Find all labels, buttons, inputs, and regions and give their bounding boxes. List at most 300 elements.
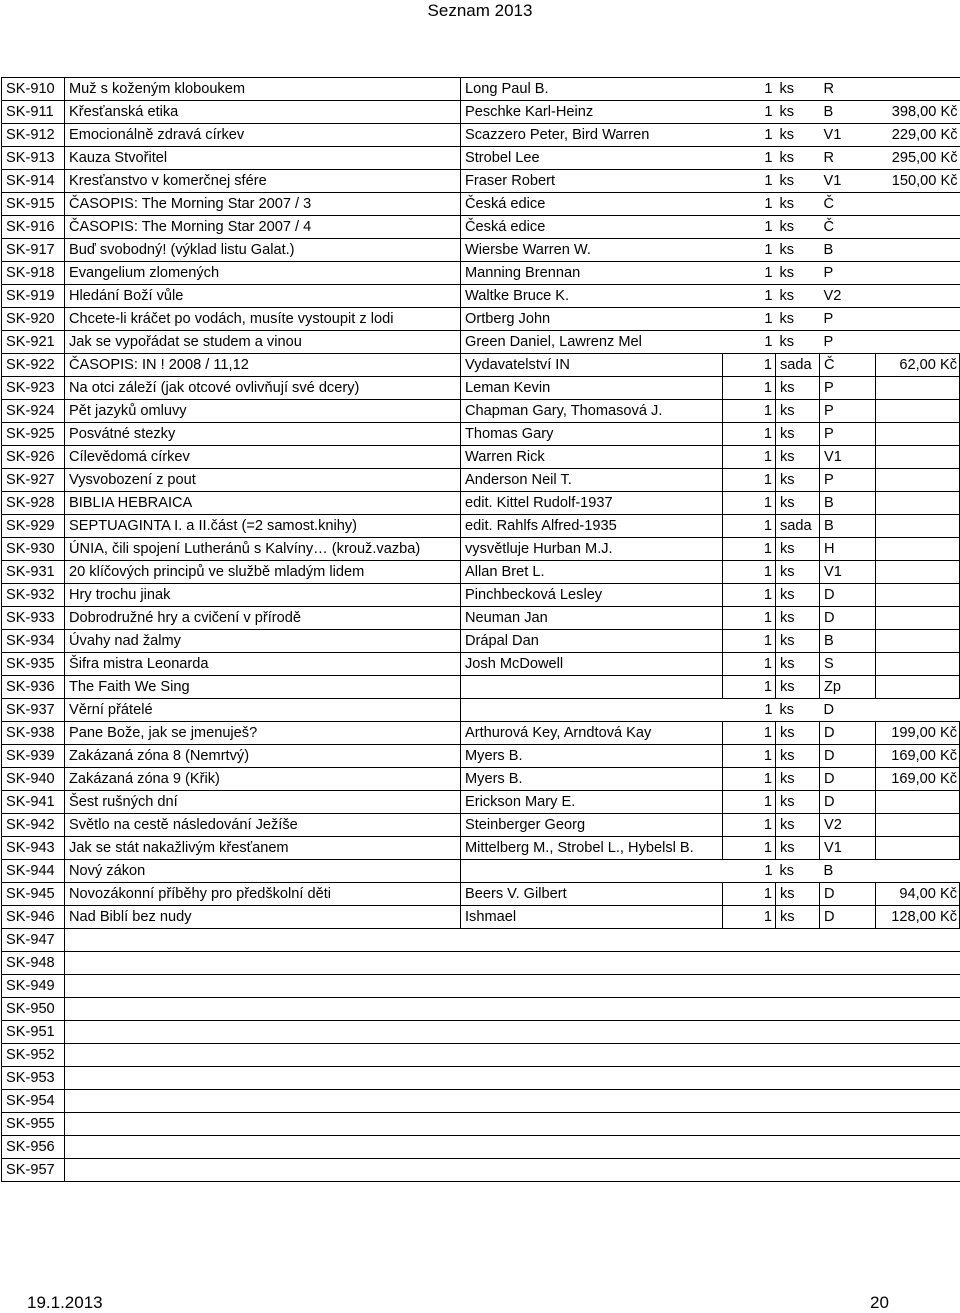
item-author: [461, 998, 723, 1021]
item-price: [876, 1067, 960, 1090]
item-unit: ks: [776, 653, 820, 676]
table-row: [2, 584, 960, 607]
item-quantity: 1: [723, 653, 776, 676]
item-unit: ks: [776, 400, 820, 423]
item-category: [820, 1021, 876, 1044]
item-title: Hry trochu jinak: [65, 584, 461, 607]
item-category: P: [820, 308, 876, 331]
item-unit: ks: [776, 768, 820, 791]
item-price: [876, 929, 960, 952]
item-unit: ks: [776, 722, 820, 745]
item-code: SK-939: [2, 745, 65, 768]
table-row: [2, 561, 960, 584]
item-price: [876, 699, 960, 722]
item-category: D: [820, 791, 876, 814]
item-code: SK-927: [2, 469, 65, 492]
item-category: V1: [820, 446, 876, 469]
item-category: Č: [820, 216, 876, 239]
table-row: [2, 239, 960, 262]
item-unit: ks: [776, 676, 820, 699]
item-title: Muž s koženým kloboukem: [65, 78, 461, 101]
item-category: B: [820, 860, 876, 883]
item-unit: ks: [776, 423, 820, 446]
item-unit: ks: [776, 262, 820, 285]
item-author: Warren Rick: [461, 446, 723, 469]
item-title: [65, 1044, 461, 1067]
item-author: [461, 975, 723, 998]
item-author: Leman Kevin: [461, 377, 723, 400]
item-price: [876, 400, 960, 423]
item-code: SK-934: [2, 630, 65, 653]
item-title: Úvahy nad žalmy: [65, 630, 461, 653]
item-price: [876, 975, 960, 998]
item-title: Šifra mistra Leonarda: [65, 653, 461, 676]
item-quantity: 1: [723, 354, 776, 377]
item-author: Vydavatelství IN: [461, 354, 723, 377]
item-title: 20 klíčových principů ve službě mladým lidem: [65, 561, 461, 584]
table-row: [2, 791, 960, 814]
item-category: [820, 1136, 876, 1159]
item-unit: ks: [776, 814, 820, 837]
item-code: SK-955: [2, 1113, 65, 1136]
item-quantity: 1: [723, 538, 776, 561]
item-code: SK-949: [2, 975, 65, 998]
item-unit: ks: [776, 446, 820, 469]
item-price: [876, 262, 960, 285]
item-title: Na otci záleží (jak otcové ovlivňují své dcery): [65, 377, 461, 400]
table-row: [2, 768, 960, 791]
table-row: [2, 860, 960, 883]
item-quantity: 1: [723, 676, 776, 699]
item-quantity: 1: [723, 331, 776, 354]
item-code: SK-938: [2, 722, 65, 745]
item-author: Anderson Neil T.: [461, 469, 723, 492]
item-quantity: 1: [723, 630, 776, 653]
item-category: P: [820, 262, 876, 285]
item-author: Wiersbe Warren W.: [461, 239, 723, 262]
item-unit: [776, 1067, 820, 1090]
item-unit: ks: [776, 860, 820, 883]
item-category: V1: [820, 124, 876, 147]
item-price: 150,00 Kč: [876, 170, 960, 193]
item-quantity: 1: [723, 216, 776, 239]
item-category: V1: [820, 837, 876, 860]
item-author: [461, 860, 723, 883]
table-row: [2, 78, 960, 101]
item-quantity: 1: [723, 446, 776, 469]
table-row: [2, 837, 960, 860]
item-quantity: [723, 1113, 776, 1136]
item-quantity: 1: [723, 285, 776, 308]
item-author: Peschke Karl-Heinz: [461, 101, 723, 124]
item-category: [820, 1090, 876, 1113]
item-title: ÚNIA, čili spojení Lutheránů s Kalvíny… (krouž.vazba): [65, 538, 461, 561]
item-category: D: [820, 584, 876, 607]
item-code: SK-924: [2, 400, 65, 423]
item-title: [65, 1090, 461, 1113]
item-price: [876, 561, 960, 584]
item-code: SK-914: [2, 170, 65, 193]
item-author: [461, 699, 723, 722]
item-quantity: 1: [723, 745, 776, 768]
item-category: D: [820, 768, 876, 791]
table-row: [2, 1113, 960, 1136]
table-row: [2, 147, 960, 170]
item-code: SK-935: [2, 653, 65, 676]
item-category: B: [820, 239, 876, 262]
item-quantity: 1: [723, 906, 776, 929]
item-unit: ks: [776, 147, 820, 170]
item-code: SK-947: [2, 929, 65, 952]
item-author: Neuman Jan: [461, 607, 723, 630]
item-code: SK-952: [2, 1044, 65, 1067]
item-title: Nový zákon: [65, 860, 461, 883]
item-unit: ks: [776, 492, 820, 515]
table-row: [2, 193, 960, 216]
item-quantity: [723, 1044, 776, 1067]
item-title: [65, 952, 461, 975]
item-title: Buď svobodný! (výklad listu Galat.): [65, 239, 461, 262]
table-row: [2, 929, 960, 952]
item-quantity: 1: [723, 423, 776, 446]
item-code: SK-918: [2, 262, 65, 285]
item-code: SK-946: [2, 906, 65, 929]
item-category: [820, 929, 876, 952]
item-unit: ks: [776, 124, 820, 147]
table-row: [2, 722, 960, 745]
item-title: [65, 1021, 461, 1044]
table-row: [2, 469, 960, 492]
item-title: Nad Biblí bez nudy: [65, 906, 461, 929]
item-title: SEPTUAGINTA I. a II.část (=2 samost.knihy): [65, 515, 461, 538]
item-author: Chapman Gary, Thomasová J.: [461, 400, 723, 423]
item-unit: [776, 975, 820, 998]
item-category: P: [820, 331, 876, 354]
item-quantity: 1: [723, 768, 776, 791]
table-row: [2, 216, 960, 239]
table-row: [2, 745, 960, 768]
table-row: [2, 630, 960, 653]
item-code: SK-945: [2, 883, 65, 906]
item-quantity: 1: [723, 101, 776, 124]
item-title: [65, 929, 461, 952]
table-row: [2, 262, 960, 285]
item-quantity: 1: [723, 78, 776, 101]
item-author: Ishmael: [461, 906, 723, 929]
item-quantity: 1: [723, 860, 776, 883]
item-code: SK-930: [2, 538, 65, 561]
item-unit: ks: [776, 170, 820, 193]
item-author: [461, 1021, 723, 1044]
item-title: Vysvobození z pout: [65, 469, 461, 492]
item-unit: ks: [776, 308, 820, 331]
item-category: V2: [820, 285, 876, 308]
item-category: V1: [820, 170, 876, 193]
item-category: D: [820, 607, 876, 630]
item-code: SK-943: [2, 837, 65, 860]
item-quantity: 1: [723, 262, 776, 285]
item-title: Novozákonní příběhy pro předškolní děti: [65, 883, 461, 906]
item-title: Zakázaná zóna 9 (Křik): [65, 768, 461, 791]
item-price: [876, 1021, 960, 1044]
item-category: V2: [820, 814, 876, 837]
table-row: [2, 1090, 960, 1113]
item-code: SK-920: [2, 308, 65, 331]
table-row: [2, 331, 960, 354]
item-quantity: 1: [723, 239, 776, 262]
item-unit: [776, 1136, 820, 1159]
item-code: SK-942: [2, 814, 65, 837]
item-price: [876, 446, 960, 469]
table-row: [2, 1159, 960, 1182]
item-price: 229,00 Kč: [876, 124, 960, 147]
table-row: [2, 975, 960, 998]
table-row: [2, 515, 960, 538]
table-row: [2, 124, 960, 147]
item-code: SK-931: [2, 561, 65, 584]
item-price: [876, 837, 960, 860]
item-price: [876, 1136, 960, 1159]
item-author: Long Paul B.: [461, 78, 723, 101]
item-author: Fraser Robert: [461, 170, 723, 193]
item-title: Emocionálně zdravá církev: [65, 124, 461, 147]
item-title: [65, 1159, 461, 1182]
item-title: [65, 998, 461, 1021]
item-author: [461, 1136, 723, 1159]
item-code: SK-913: [2, 147, 65, 170]
item-author: edit. Rahlfs Alfred-1935: [461, 515, 723, 538]
item-unit: ks: [776, 607, 820, 630]
item-author: Scazzero Peter, Bird Warren: [461, 124, 723, 147]
item-unit: ks: [776, 101, 820, 124]
item-author: Mittelberg M., Strobel L., Hybelsl B.: [461, 837, 723, 860]
item-category: D: [820, 906, 876, 929]
item-author: Allan Bret L.: [461, 561, 723, 584]
item-code: SK-912: [2, 124, 65, 147]
item-unit: [776, 998, 820, 1021]
item-code: SK-917: [2, 239, 65, 262]
item-title: The Faith We Sing: [65, 676, 461, 699]
item-price: 128,00 Kč: [876, 906, 960, 929]
item-title: ČASOPIS: The Morning Star 2007 / 4: [65, 216, 461, 239]
item-price: [876, 998, 960, 1021]
item-price: [876, 285, 960, 308]
item-code: SK-940: [2, 768, 65, 791]
item-code: SK-957: [2, 1159, 65, 1182]
item-title: Chcete-li kráčet po vodách, musíte vystoupit z lodi: [65, 308, 461, 331]
item-price: [876, 791, 960, 814]
item-unit: ks: [776, 837, 820, 860]
inventory-table: [1, 77, 960, 1182]
item-code: SK-932: [2, 584, 65, 607]
item-price: [876, 653, 960, 676]
table-row: [2, 101, 960, 124]
item-quantity: 1: [723, 837, 776, 860]
item-unit: ks: [776, 883, 820, 906]
item-price: [876, 78, 960, 101]
table-row: [2, 538, 960, 561]
item-code: SK-911: [2, 101, 65, 124]
item-unit: [776, 1159, 820, 1182]
item-price: [876, 584, 960, 607]
item-code: SK-922: [2, 354, 65, 377]
item-quantity: 1: [723, 308, 776, 331]
item-category: [820, 1044, 876, 1067]
item-price: 398,00 Kč: [876, 101, 960, 124]
table-row: [2, 906, 960, 929]
item-price: [876, 607, 960, 630]
item-quantity: 1: [723, 147, 776, 170]
item-price: [876, 377, 960, 400]
item-unit: ks: [776, 699, 820, 722]
table-row: [2, 400, 960, 423]
table-row: [2, 492, 960, 515]
item-title: Kauza Stvořitel: [65, 147, 461, 170]
item-unit: ks: [776, 216, 820, 239]
item-category: B: [820, 515, 876, 538]
table-row: [2, 1044, 960, 1067]
item-category: B: [820, 492, 876, 515]
item-code: SK-948: [2, 952, 65, 975]
item-quantity: [723, 998, 776, 1021]
item-quantity: [723, 1090, 776, 1113]
item-price: [876, 952, 960, 975]
item-category: Zp: [820, 676, 876, 699]
item-unit: ks: [776, 745, 820, 768]
item-title: [65, 1113, 461, 1136]
item-price: [876, 1113, 960, 1136]
item-author: Arthurová Key, Arndtová Kay: [461, 722, 723, 745]
item-category: D: [820, 722, 876, 745]
table-row: [2, 607, 960, 630]
item-unit: [776, 1021, 820, 1044]
item-quantity: 1: [723, 400, 776, 423]
item-quantity: 1: [723, 814, 776, 837]
item-price: [876, 492, 960, 515]
item-code: SK-910: [2, 78, 65, 101]
item-author: Waltke Bruce K.: [461, 285, 723, 308]
item-price: [876, 630, 960, 653]
item-title: Cílevědomá církev: [65, 446, 461, 469]
footer-date: 19.1.2013: [27, 1293, 103, 1312]
item-quantity: 1: [723, 791, 776, 814]
item-unit: ks: [776, 78, 820, 101]
item-code: SK-926: [2, 446, 65, 469]
item-category: B: [820, 630, 876, 653]
page-number: 20: [870, 1293, 889, 1312]
item-price: 169,00 Kč: [876, 768, 960, 791]
item-price: [876, 814, 960, 837]
item-category: R: [820, 147, 876, 170]
item-title: Kresťanstvo v komerčnej sfére: [65, 170, 461, 193]
item-author: Česká edice: [461, 216, 723, 239]
item-price: [876, 239, 960, 262]
item-author: Erickson Mary E.: [461, 791, 723, 814]
item-price: [876, 331, 960, 354]
item-category: P: [820, 469, 876, 492]
item-category: D: [820, 745, 876, 768]
item-code: SK-923: [2, 377, 65, 400]
item-title: Posvátné stezky: [65, 423, 461, 446]
item-title: BIBLIA HEBRAICA: [65, 492, 461, 515]
item-code: SK-944: [2, 860, 65, 883]
item-quantity: 1: [723, 699, 776, 722]
item-quantity: 1: [723, 607, 776, 630]
item-title: [65, 975, 461, 998]
item-unit: ks: [776, 285, 820, 308]
item-unit: ks: [776, 469, 820, 492]
item-quantity: 1: [723, 584, 776, 607]
item-category: P: [820, 400, 876, 423]
item-unit: [776, 1044, 820, 1067]
item-quantity: 1: [723, 124, 776, 147]
item-author: [461, 1067, 723, 1090]
item-category: [820, 1067, 876, 1090]
item-code: SK-933: [2, 607, 65, 630]
item-title: Pět jazyků omluvy: [65, 400, 461, 423]
item-unit: [776, 1113, 820, 1136]
item-quantity: 1: [723, 170, 776, 193]
table-row: [2, 1067, 960, 1090]
item-author: Myers B.: [461, 768, 723, 791]
item-price: [876, 515, 960, 538]
item-category: [820, 1113, 876, 1136]
item-unit: ks: [776, 331, 820, 354]
item-price: [876, 860, 960, 883]
page-title: Seznam 2013: [427, 1, 533, 20]
table-row: [2, 423, 960, 446]
item-price: [876, 423, 960, 446]
item-author: Pinchbecková Lesley: [461, 584, 723, 607]
item-unit: sada: [776, 354, 820, 377]
item-category: [820, 952, 876, 975]
item-price: [876, 676, 960, 699]
item-code: SK-954: [2, 1090, 65, 1113]
item-author: [461, 929, 723, 952]
item-title: Šest rušných dní: [65, 791, 461, 814]
item-author: [461, 1044, 723, 1067]
table-row: [2, 814, 960, 837]
item-unit: ks: [776, 193, 820, 216]
item-price: [876, 216, 960, 239]
table-row: [2, 676, 960, 699]
item-code: SK-928: [2, 492, 65, 515]
item-title: Jak se vypořádat se studem a vinou: [65, 331, 461, 354]
item-quantity: [723, 1021, 776, 1044]
item-author: [461, 1090, 723, 1113]
item-author: Drápal Dan: [461, 630, 723, 653]
item-author: Česká edice: [461, 193, 723, 216]
item-unit: [776, 1090, 820, 1113]
item-code: SK-916: [2, 216, 65, 239]
item-quantity: [723, 929, 776, 952]
item-code: SK-941: [2, 791, 65, 814]
item-title: Zakázaná zóna 8 (Nemrtvý): [65, 745, 461, 768]
item-category: P: [820, 377, 876, 400]
item-code: SK-915: [2, 193, 65, 216]
item-price: [876, 469, 960, 492]
item-unit: ks: [776, 538, 820, 561]
table-row: [2, 653, 960, 676]
item-category: D: [820, 883, 876, 906]
item-price: 199,00 Kč: [876, 722, 960, 745]
item-quantity: 1: [723, 377, 776, 400]
item-code: SK-919: [2, 285, 65, 308]
item-title: Křesťanská etika: [65, 101, 461, 124]
item-author: Strobel Lee: [461, 147, 723, 170]
item-category: V1: [820, 561, 876, 584]
item-category: Č: [820, 193, 876, 216]
